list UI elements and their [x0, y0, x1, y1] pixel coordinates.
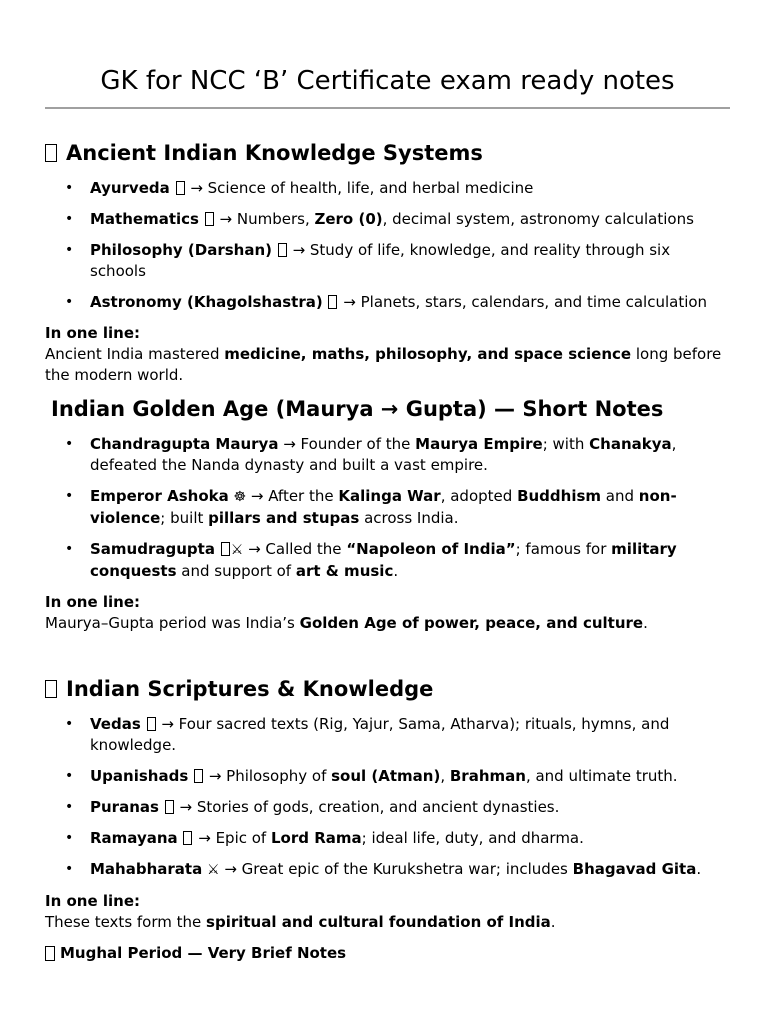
list-item: • Ayurveda → Science of health, life, and herbal medicine [65, 179, 534, 197]
missing-glyph-icon [278, 243, 287, 257]
list-item: • Mathematics → Numbers, Zero (0), decimal system, astronomy calculations [65, 210, 694, 228]
list-item: • Samudragupta ⚔ → Called the “Napoleon of India”; famous for military conquests and support of art & music. [65, 540, 677, 580]
missing-glyph-icon [45, 946, 55, 961]
list-item: • Puranas → Stories of gods, creation, and ancient dynasties. [65, 798, 560, 816]
missing-glyph-icon [205, 212, 214, 226]
one-line-label: In one line: [45, 892, 140, 910]
one-line-label: In one line: [45, 593, 140, 611]
document-page [45, 0, 730, 964]
missing-glyph-icon [176, 181, 185, 195]
missing-glyph-icon [328, 295, 337, 309]
page-title: GK for NCC ‘B’ Certificate exam ready notes [100, 66, 675, 96]
one-line-summary: These texts form the spiritual and cultural foundation of India. [45, 913, 556, 931]
section-heading-mughal: Mughal Period — Very Brief Notes [45, 943, 730, 964]
bullet-list [45, 434, 730, 582]
title-divider [45, 107, 730, 109]
bullet-list [45, 178, 730, 313]
missing-glyph-icon [194, 769, 203, 783]
missing-glyph-icon [45, 680, 57, 698]
list-item: • Emperor Ashoka ☸ → After the Kalinga War, adopted Buddhism and non-violence; built pillars and stupas across India. [65, 487, 677, 527]
section-heading: Indian Scriptures & Knowledge [45, 674, 730, 704]
section-scriptures [45, 674, 730, 933]
missing-glyph-icon [45, 144, 57, 162]
section-ancient-knowledge [45, 138, 730, 386]
section-heading: Indian Golden Age (Maurya → Gupta) — Short Notes [51, 397, 664, 421]
bullet-list [45, 714, 730, 881]
missing-glyph-icon [221, 542, 230, 556]
list-item: • Upanishads → Philosophy of soul (Atman), Brahman, and ultimate truth. [65, 767, 678, 785]
list-item: • Vedas → Four sacred texts (Rig, Yajur, Sama, Atharva); rituals, hymns, and knowledge. [65, 715, 670, 754]
dharma-wheel-icon: ☸ [233, 489, 247, 505]
list-item: • Astronomy (Khagolshastra) → Planets, stars, calendars, and time calculation [65, 293, 708, 311]
list-item: • Philosophy (Darshan) → Study of life, knowledge, and reality through six schools [65, 241, 671, 280]
list-item: • Chandragupta Maurya → Founder of the Maurya Empire; with Chanakya, defeated the Nanda dynasty and built a vast empire. [65, 435, 677, 474]
list-item: • Mahabharata ⚔ → Great epic of the Kurukshetra war; includes Bhagavad Gita. [65, 860, 702, 878]
missing-glyph-icon [165, 800, 174, 814]
missing-glyph-icon [147, 717, 156, 731]
crossed-swords-icon: ⚔ [230, 542, 244, 558]
section-heading: Ancient Indian Knowledge Systems [45, 138, 730, 168]
one-line-summary: Ancient India mastered medicine, maths, philosophy, and space science long before the modern world. [45, 345, 722, 384]
one-line-summary: Maurya–Gupta period was India’s Golden Age of power, peace, and culture. [45, 614, 648, 632]
one-line-label: In one line: [45, 324, 140, 342]
crossed-swords-icon: ⚔ [206, 862, 220, 878]
list-item: • Ramayana → Epic of Lord Rama; ideal life, duty, and dharma. [65, 829, 584, 847]
section-golden-age [45, 394, 730, 634]
missing-glyph-icon [183, 831, 192, 845]
